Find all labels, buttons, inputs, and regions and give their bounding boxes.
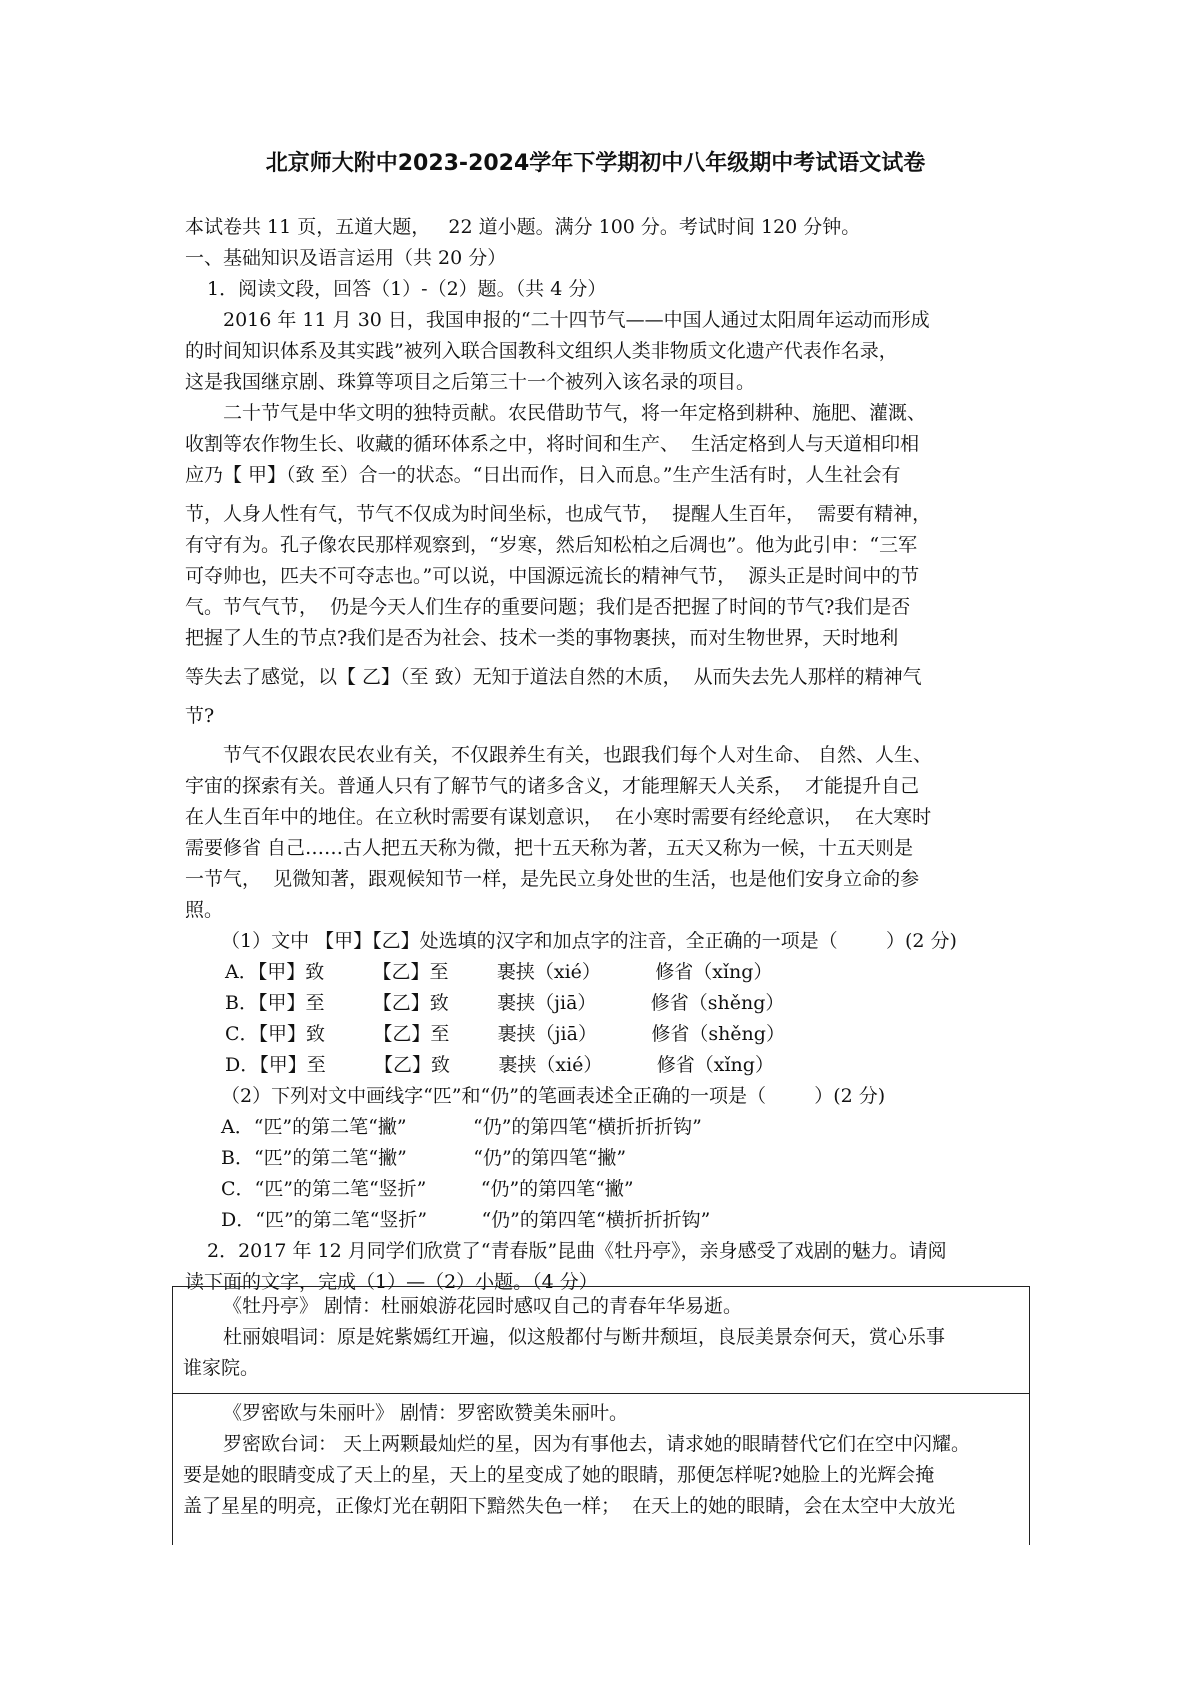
box-line: 罗密欧台词： 天上两颗最灿烂的星，因为有事他去，请求她的眼睛替代它们在空中闪耀。 (223, 1433, 971, 1455)
exam-intro: 本试卷共 11 页，五道大题， 22 道小题。满分 100 分。考试时间 120 分钟。 (185, 216, 861, 238)
question-1-heading: 1．阅读文段，回答（1）-（2）题。（共 4 分） (207, 278, 607, 300)
box-line: 谁家院。 (183, 1357, 260, 1379)
passage-line: 等失去了感觉，以【 乙】（至 致）无知于道法自然的木质， 从而失去先人那样的精神气 (185, 666, 922, 688)
passage-line: 这是我国继京剧、珠算等项目之后第三十一个被列入该名录的项目。 (185, 371, 756, 393)
question-2-heading: 2．2017 年 12 月同学们欣赏了“青春版”昆曲《牡丹亭》，亲身感受了戏剧的魅力。请阅 (207, 1240, 947, 1262)
passage-line: 的时间知识体系及其实践”被列入联合国教科文组织人类非物质文化遗产代表作名录， (185, 340, 898, 362)
passage-line: 一节气， 见微知著，跟观候知节一样，是先民立身处世的生活，也是他们安身立命的参 (185, 868, 920, 890)
box-line: 要是她的眼睛变成了天上的星，天上的星变成了她的眼睛，那便怎样呢?她脸上的光辉会掩 (183, 1464, 935, 1486)
option-d: D．【甲】至 【乙】致 裹挟（xié） 修省（xǐng） (225, 1054, 774, 1076)
box-line: 杜丽娘唱词：原是姹紫嫣红开遍，似这般都付与断井颓垣，良辰美景奈何天，赏心乐事 (223, 1326, 946, 1348)
passage-line: 气。节气气节， 仍是今天人们生存的重要问题；我们是否把握了时间的节气?我们是否 (185, 596, 911, 618)
passage-line: 二十节气是中华文明的独特贡献。农民借助节气，将一年定格到耕种、施肥、灌溉、 (223, 402, 927, 424)
section-heading: 一、基础知识及语言运用（共 20 分） (185, 247, 507, 269)
passage-line: 收割等农作物生长、收藏的循环体系之中，将时间和生产、 生活定格到人与天道相印相 (185, 433, 920, 455)
option-c: C．【甲】致 【乙】至 裹挟（jiā） 修省（shěng） (225, 1023, 785, 1045)
option-c: C．“匹”的第二笔“竖折” “仍”的第四笔“撇” (221, 1178, 634, 1200)
peony-pavilion-box (172, 1286, 1030, 1394)
passage-line: 应乃【 甲】（致 至）合一的状态。“日出而作，日入而息。”生产生活有时，人生社会有 (185, 464, 901, 486)
passage-line: 节气不仅跟农民农业有关，不仅跟养生有关，也跟我们每个人对生命、 自然、人生、 (223, 744, 933, 766)
passage-line: 2016 年 11 月 30 日，我国申报的“二十四节气——中国人通过太阳周年运动而形成 (223, 309, 930, 331)
passage-line: 宇宙的探索有关。普通人只有了解节气的诸多含义，才能理解天人关系， 才能提升自己 (185, 775, 920, 797)
passage-line: 节，人身人性有气，节气不仅成为时间坐标，也成气节， 提醒人生百年， 需要有精神， (185, 503, 932, 525)
box-line: 盖了星星的明亮，正像灯光在朝阳下黯然失色一样； 在天上的她的眼睛，会在太空中大放光 (183, 1495, 956, 1517)
option-a: A．【甲】致 【乙】至 裹挟（xié） 修省（xǐng） (225, 961, 773, 983)
question-1-2-stem: （2）下列对文中画线字“匹”和“仍”的笔画表述全正确的一项是（ ）(2 分) (221, 1085, 886, 1107)
question-1-1-stem: （1）文中 【甲】【乙】处选填的汉字和加点字的注音，全正确的一项是（ ）(2 分) (221, 930, 957, 952)
option-b: B．“匹”的第二笔“撇” “仍”的第四笔“撇” (221, 1147, 627, 1169)
passage-line: 有守有为。孔子像农民那样观察到，“岁寒，然后知松柏之后凋也”。他为此引申：“三军 (185, 534, 918, 556)
passage-line: 在人生百年中的地住。在立秋时需要有谋划意识， 在小寒时需要有经纶意识， 在大寒时 (185, 806, 932, 828)
passage-line: 需要修省 自己……古人把五天称为微，把十五天称为著，五天又称为一候，十五天则是 (185, 837, 914, 859)
passage-line: 照。 (185, 899, 224, 921)
option-a: A．“匹”的第二笔“撇” “仍”的第四笔“横折折折钩” (221, 1116, 702, 1138)
page-title: 北京师大附中2023-2024学年下学期初中八年级期中考试语文试卷 (265, 151, 926, 176)
passage-line: 节? (185, 705, 215, 727)
passage-line: 把握了人生的节点?我们是否为社会、技术一类的事物裹挟，而对生物世界，天时地利 (185, 627, 899, 649)
reading-passage (185, 305, 1025, 926)
option-d: D．“匹”的第二笔“竖折” “仍”的第四笔“横折折折钩” (221, 1209, 711, 1231)
box-line: 《罗密欧与朱丽叶》 剧情：罗密欧赞美朱丽叶。 (223, 1402, 629, 1424)
option-b: B．【甲】至 【乙】致 裹挟（jiā） 修省（shěng） (225, 992, 785, 1014)
passage-line: 可夺帅也，匹夫不可夺志也。”可以说，中国源远流长的精神气节， 源头正是时间中的节 (185, 565, 920, 587)
question-2-heading-cont: 读下面的文字，完成（1）—（2）小题。（4 分） (185, 1271, 598, 1293)
box-line: 《牡丹亭》 剧情：杜丽娘游花园时感叹自己的青春年华易逝。 (223, 1295, 743, 1317)
romeo-juliet-box (172, 1393, 1030, 1545)
exam-body (185, 212, 1025, 1298)
